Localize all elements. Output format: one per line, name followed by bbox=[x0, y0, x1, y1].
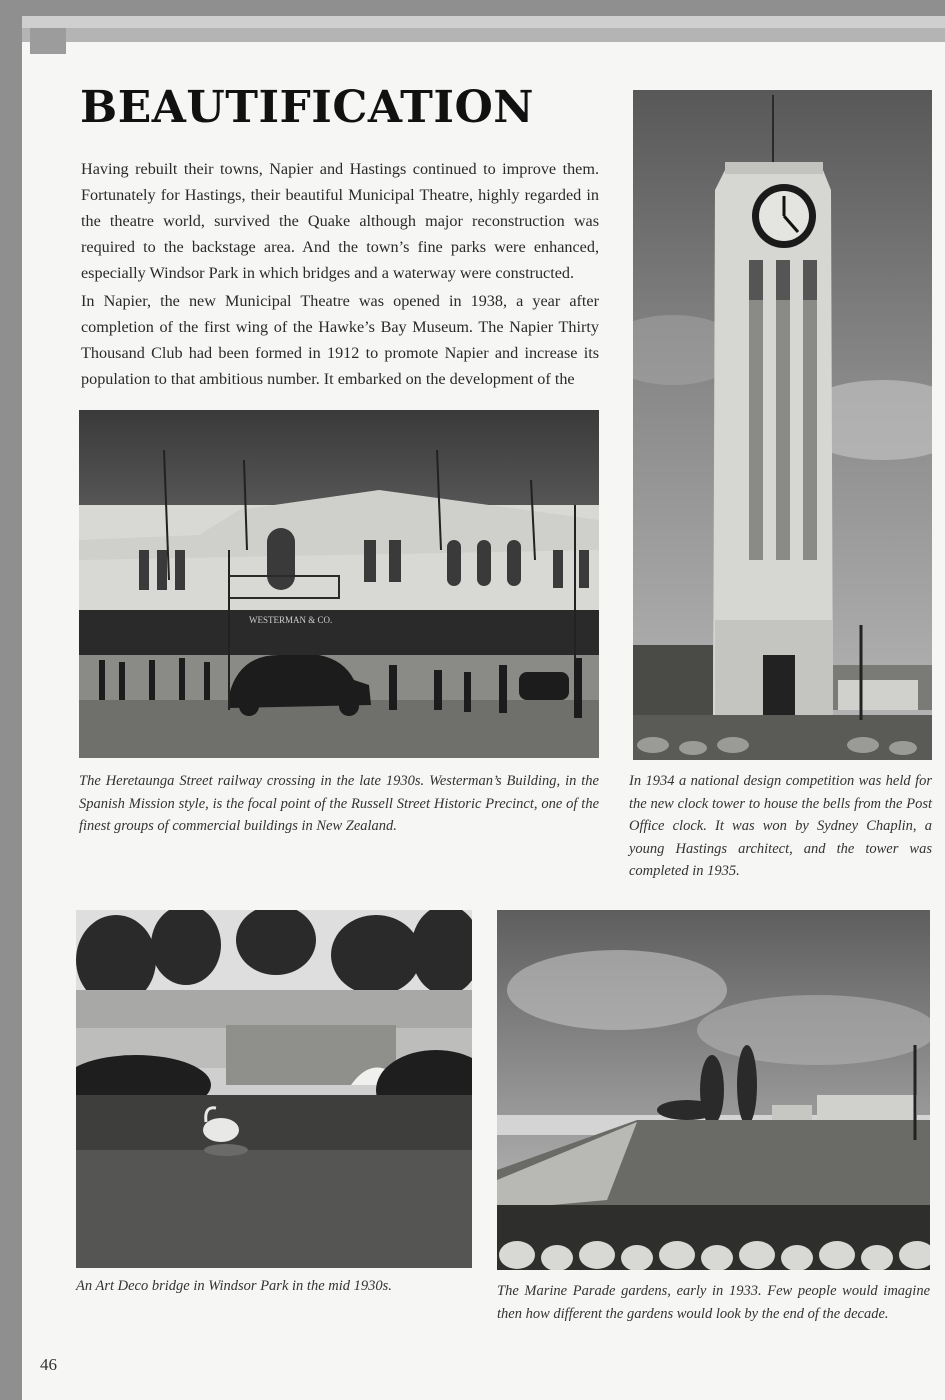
clock-tower-caption: In 1934 a national design competition was held for the new clock tower to house the bells from the Post Office clock. It was won by Sydney Chaplin, a young Hastings architect, and the tower was completed in 1935. bbox=[629, 773, 932, 879]
page-border-band bbox=[22, 16, 945, 28]
clock-tower-photo bbox=[633, 90, 932, 760]
street-photo bbox=[79, 410, 599, 758]
bridge-photo bbox=[76, 910, 472, 1268]
marine-parade-photo bbox=[497, 910, 930, 1270]
bridge-photo-caption: An Art Deco bridge in Windsor Park in the mid 1930s. bbox=[76, 1278, 392, 1294]
page-border-band-dark bbox=[22, 28, 945, 42]
westerman-sign: WESTERMAN & CO. bbox=[249, 615, 333, 625]
marine-parade-caption: The Marine Parade gardens, early in 1933. Few people would imagine then how different the gardens would look by the end of the decade. bbox=[497, 1283, 930, 1322]
body-paragraph-1: Having rebuilt their towns, Napier and Hastings continued to improve them. Fortunately for Hastings, their beautiful Municipal Theatre, highly regarded in the theatre world, survived the Quake although major reconstruction was required to the backstage area. And the town’s fine parks were enhanced, especially Windsor Park in which bridges and a waterway were constructed. bbox=[81, 160, 599, 282]
page-number: 46 bbox=[40, 1355, 57, 1374]
page-border-top bbox=[0, 0, 945, 16]
body-paragraph-2: In Napier, the new Municipal Theatre was opened in 1938, a year after completion of the first wing of the Hawke’s Bay Museum. The Napier Thirty Thousand Club had been formed in 1912 to promote Napier and increase its population to that ambitious number. It embarked on the development of the bbox=[81, 292, 599, 388]
page-title: BEAUTIFICATION bbox=[80, 82, 535, 133]
corner-ornament bbox=[30, 28, 66, 54]
page-border-left bbox=[0, 0, 22, 1400]
street-photo-caption: The Heretaunga Street railway crossing in the late 1930s. Westerman’s Building, in the Spanish Mission style, is the focal point of the Russell Street Historic Precinct, one of the finest groups of commercial buildings in New Zealand. bbox=[79, 773, 599, 834]
